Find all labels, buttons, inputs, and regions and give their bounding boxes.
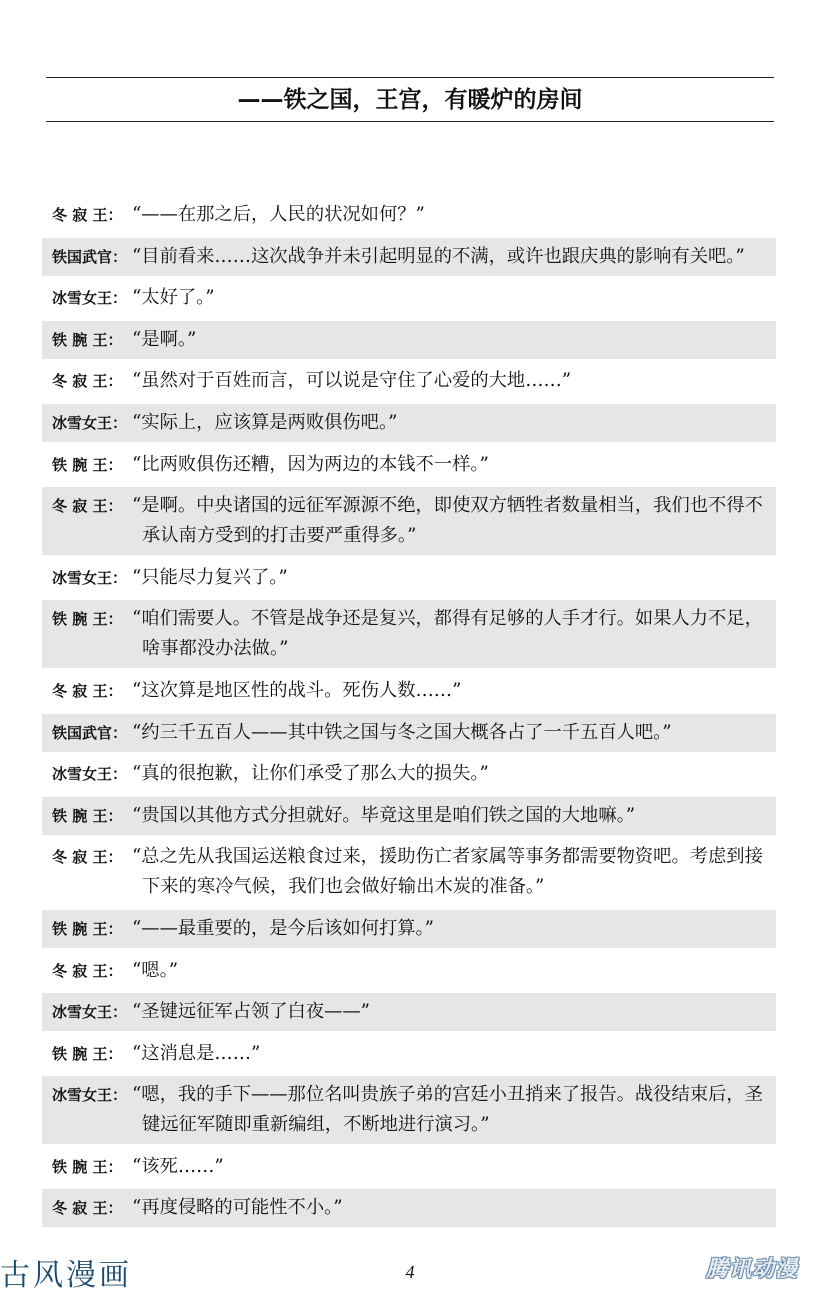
speaker-name: 冬 寂 王： [52, 681, 123, 700]
dialogue-row [42, 1148, 776, 1186]
dialogue-line: “约三千五百人——其中铁之国与冬之国大概各占了一千五百人吧。” [131, 721, 672, 743]
speaker-name: 冰雪女王： [52, 765, 128, 784]
speaker-name: 冬 寂 王： [52, 848, 123, 867]
dialogue-line: “嗯。” [131, 959, 179, 981]
dialogue-row [42, 672, 776, 710]
dialogue-row [42, 487, 776, 555]
speaker-name: 铁 腕 王： [52, 1044, 123, 1063]
dialogue-row [42, 714, 776, 752]
dialogue-line: “总之先从我国运送粮食过来，援助伤亡者家属等事务都需要物资吧。考虑到接下来的寒冷气候，我们也会做好输出木炭的准备。” [131, 846, 763, 898]
speaker-name: 铁 腕 王： [52, 330, 123, 349]
dialogue-line: “这消息是……” [131, 1042, 261, 1064]
speaker-name: 冰雪女王： [52, 1003, 128, 1022]
dialogue-line: “咱们需要人。不管是战争还是复兴，都得有足够的人手才行。如果人力不足，啥事都没办法做。” [131, 608, 763, 660]
scene-title: ——铁之国，王宫，有暖炉的房间 [237, 87, 583, 113]
speaker-name: 冬 寂 王： [52, 372, 123, 391]
dialogue-row [42, 1076, 776, 1144]
dialogue-row [42, 1035, 776, 1073]
dialogue-line: “是啊。中央诸国的远征军源源不绝，即使双方牺牲者数量相当，我们也不得不承认南方受到的打击要严重得多。” [131, 495, 763, 547]
dialogue-row [42, 279, 776, 317]
speaker-name: 冰雪女王： [52, 568, 128, 587]
page-number: 4 [405, 1262, 415, 1282]
dialogue-list [42, 196, 776, 1231]
dialogue-row [42, 446, 776, 484]
dialogue-row [42, 600, 776, 668]
dialogue-line: “贵国以其他方式分担就好。毕竟这里是咱们铁之国的大地嘛。” [131, 804, 636, 826]
speaker-name: 铁 腕 王： [52, 919, 123, 938]
tencent-comics-watermark: 腾讯动漫 [705, 1257, 798, 1282]
speaker-name: 冬 寂 王： [52, 1199, 123, 1218]
speaker-name: 冬 寂 王： [52, 497, 123, 516]
speaker-name: 铁 腕 王： [52, 1157, 123, 1176]
dialogue-row [42, 1189, 776, 1227]
dialogue-row [42, 838, 776, 906]
header-top-rule [46, 77, 774, 78]
dialogue-row [42, 196, 776, 234]
dialogue-row [42, 362, 776, 400]
dialogue-row [42, 952, 776, 990]
gufeng-manhua-watermark: 古风漫画 [0, 1258, 132, 1293]
dialogue-line: “是啊。” [131, 328, 197, 350]
dialogue-row [42, 238, 776, 276]
speaker-name: 冬 寂 王： [52, 961, 123, 980]
dialogue-line: “该死……” [131, 1155, 224, 1177]
speaker-name: 铁 腕 王： [52, 806, 123, 825]
dialogue-line: “——最重要的，是今后该如何打算。” [131, 917, 434, 939]
dialogue-line: “目前看来……这次战争并未引起明显的不满，或许也跟庆典的影响有关吧。” [131, 245, 745, 267]
dialogue-row [42, 797, 776, 835]
dialogue-line: “嗯，我的手下——那位名叫贵族子弟的宫廷小丑捎来了报告。战役结束后，圣键远征军随即重新编组，不断地进行演习。” [131, 1084, 763, 1136]
speaker-name: 冰雪女王： [52, 1086, 128, 1105]
dialogue-row [42, 910, 776, 948]
dialogue-line: “虽然对于百姓而言，可以说是守住了心爱的大地……” [131, 370, 572, 392]
dialogue-row [42, 559, 776, 597]
speaker-name: 铁 腕 王： [52, 455, 123, 474]
speaker-name: 铁国武官： [52, 247, 128, 266]
speaker-name: 冰雪女王： [52, 413, 128, 432]
dialogue-line: “太好了。” [131, 287, 215, 309]
dialogue-line: “比两败俱伤还糟，因为两边的本钱不一样。” [131, 453, 489, 475]
speaker-name: 铁国武官： [52, 723, 128, 742]
dialogue-line: “——在那之后，人民的状况如何？” [131, 204, 425, 225]
speaker-name: 冬 寂 王： [52, 206, 123, 224]
dialogue-row [42, 321, 776, 359]
speaker-name: 冰雪女王： [52, 289, 128, 308]
dialogue-row [42, 404, 776, 442]
dialogue-row [42, 755, 776, 793]
dialogue-line: “实际上，应该算是两败俱伤吧。” [131, 411, 398, 433]
dialogue-row [42, 993, 776, 1031]
dialogue-line: “这次算是地区性的战斗。死伤人数……” [131, 679, 462, 701]
dialogue-line: “真的很抱歉，让你们承受了那么大的损失。” [131, 763, 489, 785]
speaker-name: 铁 腕 王： [52, 610, 123, 629]
header-bottom-rule [46, 121, 774, 122]
dialogue-line: “只能尽力复兴了。” [131, 566, 288, 588]
dialogue-line: “再度侵略的可能性不小。” [131, 1197, 343, 1219]
dialogue-line: “圣键远征军占领了白夜——” [131, 1001, 371, 1023]
